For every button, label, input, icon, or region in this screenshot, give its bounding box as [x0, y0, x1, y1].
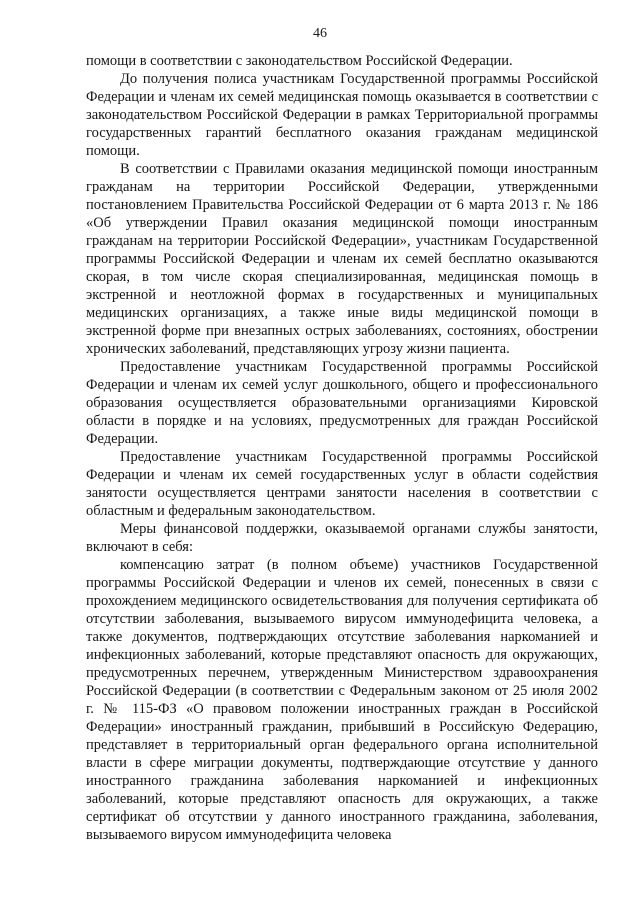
- paragraph: До получения полиса участникам Государственной программы Российской Федерации и членам их семей медицинская помощь оказывается в соответствии с законодательством Российской Федерации в рамках Территориальной программы государственных гарантий бесплатного оказания гражданам медицинской помощи.: [86, 71, 598, 159]
- paragraph: Меры финансовой поддержки, оказываемой органами службы занятости, включают в себя:: [86, 521, 598, 555]
- paragraph: В соответствии с Правилами оказания медицинской помощи иностранным гражданам на территории Российской Федерации, утвержденными постановлением Правительства Российской Федерации от 6 марта 2013 г. № 186 «Об утверждении Правил оказания медицинской помощи иностранным гражданам на территории Российской Федерации», участникам Государственной программы Российской Федерации и членам их семей бесплатно оказываются скорая, в том числе скорая специализированная, медицинская помощь в экстренной и неотложной формах в государственных и муниципальных медицинских организациях, а также иные виды медицинской помощи в экстренной форме при внезапных острых заболеваниях, состояниях, обострении хронических заболеваний, представляющих угрозу жизни пациента.: [86, 161, 598, 357]
- paragraph: компенсацию затрат (в полном объеме) участников Государственной программы Российской Федерации и членов их семей, понесенных в связи с прохождением медицинского освидетельствования для получения сертификата об отсутствии заболевания, вызываемого вирусом иммунодефицита человека, а также документов, подтверждающих отсутствие заболевания наркоманией и инфекционных заболеваний, которые представляют опасность для окружающих, предусмотренных перечнем, утвержденным Министерством здравоохранения Российской Федерации (в соответствии с Федеральным законом от 25 июля 2002 г. № 115-ФЗ «О правовом положении иностранных граждан в Российской Федерации» иностранный гражданин, прибывший в Российскую Федерацию, представляет в территориальный орган федерального органа исполнительной власти в сфере миграции документы, подтверждающие отсутствие у данного иностранного гражданина заболевания наркоманией и инфекционных заболеваний, которые представляют опасность для окружающих, а также сертификат об отсутствии у данного иностранного гражданина, заболевания, вызываемого вирусом иммунодефицита человека: [86, 557, 598, 843]
- document-body: [86, 52, 598, 844]
- paragraph: помощи в соответствии с законодательством Российской Федерации.: [86, 53, 513, 69]
- paragraph: Предоставление участникам Государственной программы Российской Федерации и членам их семей государственных услуг в области содействия занятости осуществляется центрами занятости населения в соответствии с областным и федеральным законодательством.: [86, 449, 598, 519]
- page-number: 46: [313, 26, 327, 41]
- paragraph: Предоставление участникам Государственной программы Российской Федерации и членам их семей услуг дошкольного, общего и профессионального образования осуществляется образовательными организациями Кировской области в порядке и на условиях, предусмотренных для граждан Российской Федерации.: [86, 359, 598, 447]
